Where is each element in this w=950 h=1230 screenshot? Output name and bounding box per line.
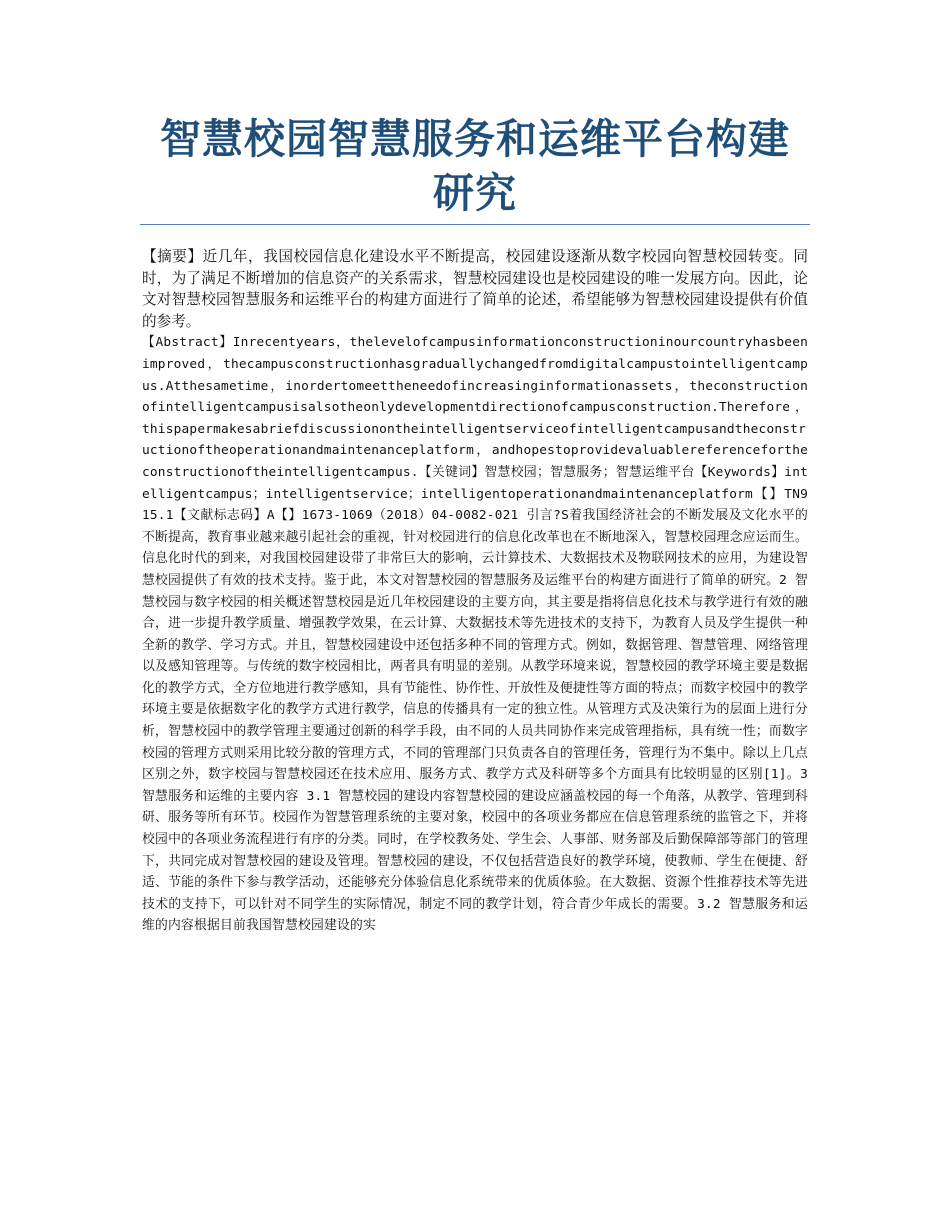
title-divider xyxy=(140,224,810,225)
page-title: 智慧校园智慧服务和运维平台构建研究 xyxy=(160,115,790,217)
abstract-chinese: 【摘要】近几年，我国校园信息化建设水平不断提高，校园建设逐渐从数字校园向智慧校园转变。同时，为了满足不断增加的信息资产的关系需求，智慧校园建设也是校园建设的唯一发展方向。因此，论文对智慧校园智慧服务和运维平台的构建方面进行了简单的论述，希望能够为智慧校园建设提供有价值的参考。 xyxy=(142,248,808,330)
abstract-english-and-body: 【Abstract】Inrecentyears，thelevelofcampusinformationconstructioninourcountryhasbeenimproved，thecampusconstructionhasgraduallychangedfromdigitalcampustointelligentcampus.Atthesametime，inordertomeettheneedofincreasinginformationassets，theconstructionofintelligentcampusisalsotheonlydevelopmentdirectionofcampusconstruction.Therefore，thispapermakesabriefdiscussionontheintelligentserviceofintelligentcampusandtheconstructionoftheoperationandmaintenanceplatform，andhopestoprovidevaluablereferencefortheconstructionoftheintelligentcampus.【关键词】智慧校园；智慧服务；智慧运维平台【Keywords】intelligentcampus；intelligentservice；intelligentoperationandmaintenanceplatform【】TN915.1【文献标志码】A【】1673-1069（2018）04-0082-021 引言?S着我国经济社会的不断发展及文化水平的不断提高，教育事业越来越引起社会的重视，针对校园进行的信息化改革也在不断地深入，智慧校园理念应运而生。信息化时代的到来，对我国校园建设带了非常巨大的影响，云计算技术、大数据技术及物联网技术的应用，为建设智慧校园提供了有效的技术支持。鉴于此，本文对智慧校园的智慧服务及运维平台的构建方面进行了简单的研究。2 智慧校园与数字校园的相关概述智慧校园是近几年校园建设的主要方向，其主要是指将信息化技术与教学进行有效的融合，进一步提升教学质量、增强教学效果，在云计算、大数据技术等先进技术的支持下，为教育人员及学生提供一种全新的教学、学习方式。并且，智慧校园建设中还包括多种不同的管理方式。例如，数据管理、智慧管理、网络管理以及感知管理等。与传统的数字校园相比，两者具有明显的差别。从教学环境来说，智慧校园的教学环境主要是数据化的教学方式，全方位地进行教学感知，具有节能性、协作性、开放性及便捷性等方面的特点；而数字校园中的教学环境主要是依据数字化的教学方式进行教学，信息的传播具有一定的独立性。从管理方式及决策行为的层面上进行分析，智慧校园中的教学管理主要通过创新的科学手段，由不同的人员共同协作来完成管理指标，具有统一性；而数字校园的管理方式则采用比较分散的管理方式，不同的管理部门只负责各自的管理任务，管理行为不集中。除以上几点区别之外，数字校园与智慧校园还在技术应用、服务方式、教学方式及科研等多个方面具有比较明显的区别[1]。3 智慧服务和运维的主要内容 3.1 智慧校园的建设内容智慧校园的建设应涵盖校园的每一个角落，从教学、管理到科研、服务等所有环节。校园作为智慧管理系统的主要对象，校园中的各项业务都应在信息管理系统的监管之下，并将校园中的各项业务流程进行有序的分类。同时，在学校教务处、学生会、人事部、财务部及后勤保障部等部门的管理下，共同完成对智慧校园的建设及管理。智慧校园的建设，不仅包括营造良好的教学环境，使教师、学生在便捷、舒适、节能的条件下参与教学活动，还能够充分体验信息化系统带来的优质体验。在大数据、资源个性推荐技术等先进技术的支持下，可以针对不同学生的实际情况，制定不同的教学计划，符合青少年成长的需要。3.2 智慧服务和运维的内容根据目前我国智慧校园建设的实 xyxy=(142,335,808,934)
document-body xyxy=(142,246,808,937)
